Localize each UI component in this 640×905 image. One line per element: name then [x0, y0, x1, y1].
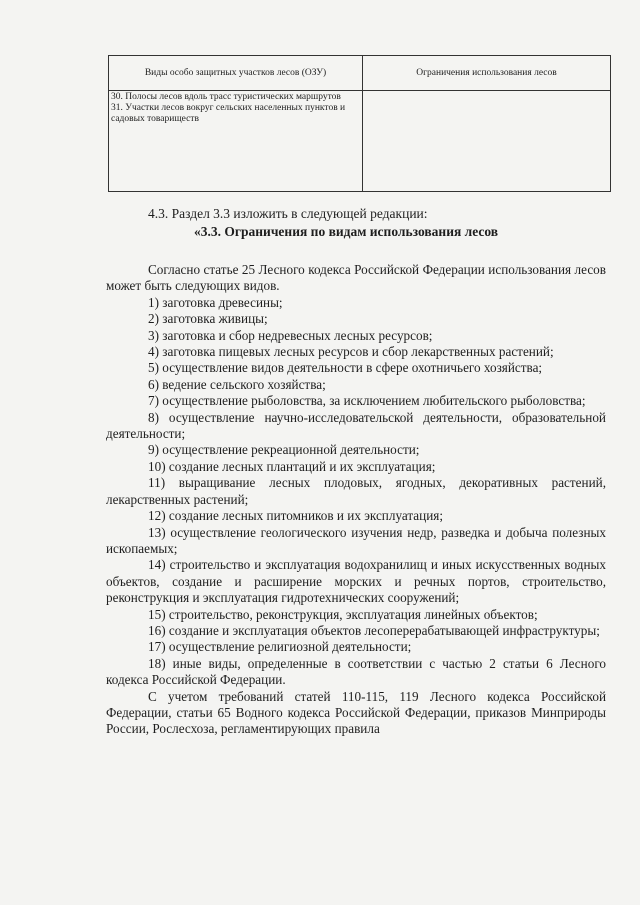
list-item: 16) создание и эксплуатация объектов лесоперерабатывающей инфраструктуры; — [148, 622, 600, 638]
amendment-intro: 4.3. Раздел 3.3 изложить в следующей редакции: — [148, 206, 428, 221]
table-header-restrictions: Ограничения использования лесов — [363, 56, 611, 91]
list-item: 7) осуществление рыболовства, за исключением любительского рыболовства; — [148, 393, 586, 409]
list-item: 9) осуществление рекреационной деятельности; — [148, 442, 420, 458]
list-item: 1) заготовка древесины; — [148, 294, 283, 310]
table-header-row — [109, 56, 611, 91]
list-item: 13) осуществление геологического изучения недр, разведка и добыча полезных ископаемых; — [106, 524, 606, 556]
section-header — [106, 206, 612, 240]
table-cell-line: 31. Участки лесов вокруг сельских населенных пунктов и садовых товариществ — [111, 103, 346, 124]
list-item: 5) осуществление видов деятельности в сфере охотничьего хозяйства; — [148, 360, 543, 376]
table-cell-ozu-list — [109, 91, 363, 192]
table-row — [109, 91, 611, 192]
list-item: 8) осуществление научно-исследовательской деятельности, образовательной деятельности; — [106, 409, 606, 442]
lead-paragraph: Согласно статье 25 Лесного кодекса Российской Федерации использования лесов может быть следующих видов. — [106, 262, 606, 294]
list-item: 4) заготовка пищевых лесных ресурсов и сбор лекарственных растений; — [148, 344, 554, 360]
section-body — [106, 262, 606, 738]
list-item: 17) осуществление религиозной деятельности; — [148, 639, 412, 655]
list-item: 15) строительство, реконструкция, эксплуатация линейных объектов; — [148, 606, 538, 622]
list-item: 3) заготовка и сбор недревесных лесных ресурсов; — [148, 327, 433, 343]
section-heading: «3.3. Ограничения по видам использования лесов — [194, 224, 499, 239]
list-item: 2) заготовка живицы; — [148, 311, 268, 327]
list-item: 6) ведение сельского хозяйства; — [148, 376, 326, 392]
list-item: 10) создание лесных плантаций и их эксплуатация; — [148, 458, 436, 474]
list-item: 18) иные виды, определенные в соответствии с частью 2 статьи 6 Лесного кодекса Российской Федерации. — [106, 655, 606, 688]
ozu-table — [108, 55, 611, 192]
table-header-ozu-types: Виды особо защитных участков лесов (ОЗУ) — [109, 56, 363, 91]
table-cell-line: 30. Полосы лесов вдоль трасс туристических маршрутов — [111, 92, 341, 102]
list-item: 11) выращивание лесных плодовых, ягодных, декоративных растений, лекарственных растений; — [106, 475, 606, 507]
list-item: 12) создание лесных питомников и их эксплуатация; — [148, 508, 443, 524]
closing-paragraph: С учетом требований статей 110-115, 119 Лесного кодекса Российской Федерации, статьи 65 Водного кодекса Российской Федерации, приказов Минприроды России, Рослесхоза, регламентирующих правила — [106, 688, 606, 737]
list-item: 14) строительство и эксплуатация водохранилищ и иных искусственных водных объектов, создание и расширение морских и речных портов, строительство, реконструкция и эксплуатация гидротехнических сооружений; — [106, 557, 606, 606]
table-cell-restrictions — [363, 91, 611, 192]
